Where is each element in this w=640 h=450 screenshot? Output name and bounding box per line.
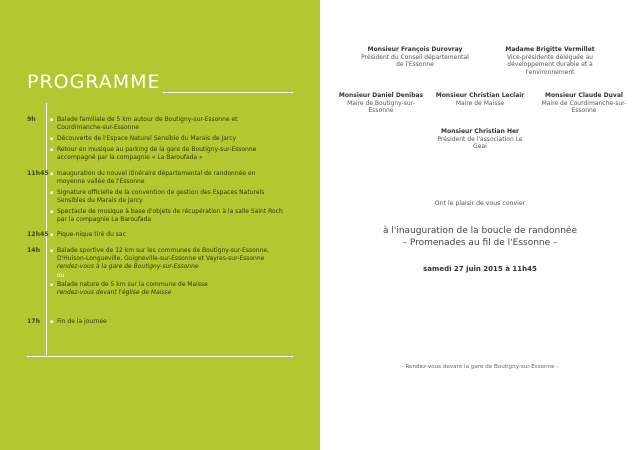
- programme-item-text: Balade sportive de 12 km sur les communes de Boutigny-sur-Essonne, D'Huison-Longueville, Guigneville-sur-Essonne et Vayres-sur-Essonne: [57, 247, 269, 262]
- invitation-panel: [320, 0, 640, 450]
- host-role: Président de l'association Le Geai: [437, 135, 523, 150]
- host-name: Monsieur Christian Her: [440, 128, 520, 135]
- host-role: Maire de Maisse: [455, 99, 505, 107]
- programme-item: [50, 281, 285, 297]
- host-name: Monsieur Daniel Denibas: [338, 92, 424, 99]
- host-block: [500, 46, 600, 76]
- slot-time: 11h45: [27, 170, 49, 177]
- host-role: Maire de Boutigny-sur-Essonne: [347, 99, 415, 114]
- timeline-rule: [46, 103, 47, 355]
- host-role: Maire de Courdimanche-sur-Essonne: [541, 99, 627, 114]
- host-name: Monsieur Christian Leclair: [435, 92, 525, 99]
- programme-item: ▪ Pique-nique tiré du sac: [50, 231, 285, 239]
- programme-item: ▪ Découverte de l'Espace Naturel Sensible du Marais de Jarcy: [50, 135, 285, 143]
- programme-item: ▪ Balade familiale de 5 km autour de Boutigny-sur-Essonne et Courdimanche-sur-Essonne: [50, 116, 285, 132]
- slot-time: 14h: [27, 247, 41, 254]
- inauguration-title: à l'inauguration de la boucle de randonnée: [383, 226, 577, 236]
- host-name: Madame Brigitte Vermillet: [505, 46, 595, 53]
- programme-item: ▪ Spectacle de musique à base d'objets de récupération à la salle Saint Roch par la compagnie La Baroufada: [50, 208, 285, 224]
- host-name: Monsieur François Durovray: [367, 46, 463, 53]
- meeting-point: - Rendez-vous devant la gare de Boutigny-sur-Essonne -: [401, 364, 559, 370]
- host-block: [534, 92, 634, 115]
- inauguration-subtitle: – Promenades au fil de l'Essonne –: [402, 238, 558, 248]
- host-block: [338, 92, 424, 115]
- event-date: samedi 27 juin 2015 à 11h45: [423, 265, 537, 273]
- host-block: [430, 128, 530, 151]
- host-role: Vice-présidente déléguée au développement durable et à l'environnement: [507, 53, 593, 76]
- slot-time: 9h: [27, 116, 36, 123]
- programme-item: ▪ Inauguration du nouvel itinéraire départemental de randonnée en moyenne vallée de l'Essonne: [50, 170, 285, 186]
- programme-title: PROGRAMME: [27, 71, 161, 93]
- host-block: [430, 92, 530, 107]
- programme-item: ▪ Fin de la journée: [50, 318, 285, 326]
- slot-time: 12h45: [27, 231, 49, 238]
- slot-time: 17h: [27, 318, 41, 325]
- programme-item: [50, 247, 285, 271]
- invite-text: Ont le plaisir de vous convier: [434, 200, 526, 207]
- host-name: Monsieur Claude Duval: [545, 92, 623, 99]
- programme-item-meeting: rendez-vous à la gare de Boutigny-sur-Essonne: [57, 263, 199, 270]
- host-block: [360, 46, 470, 69]
- programme-item: ▪ Retour en musique au parking de la gare de Boutigny-sur-Essonne accompagné par la compagnie « La Baroufada »: [50, 146, 285, 162]
- programme-item-meeting: rendez-vous devant l'église de Maisse: [57, 289, 172, 296]
- or-separator: ou: [57, 272, 65, 279]
- host-role: Président du Conseil départemental de l'Essonne: [361, 53, 469, 68]
- bottom-rule: [27, 356, 293, 357]
- programme-item: ▪ Signature officielle de la convention de gestion des Espaces Naturels Sensibles du Marais de Jarcy: [50, 189, 285, 205]
- title-rule: [163, 92, 293, 93]
- programme-item-text: Balade nature de 5 km sur la commune de Maisse: [57, 281, 208, 288]
